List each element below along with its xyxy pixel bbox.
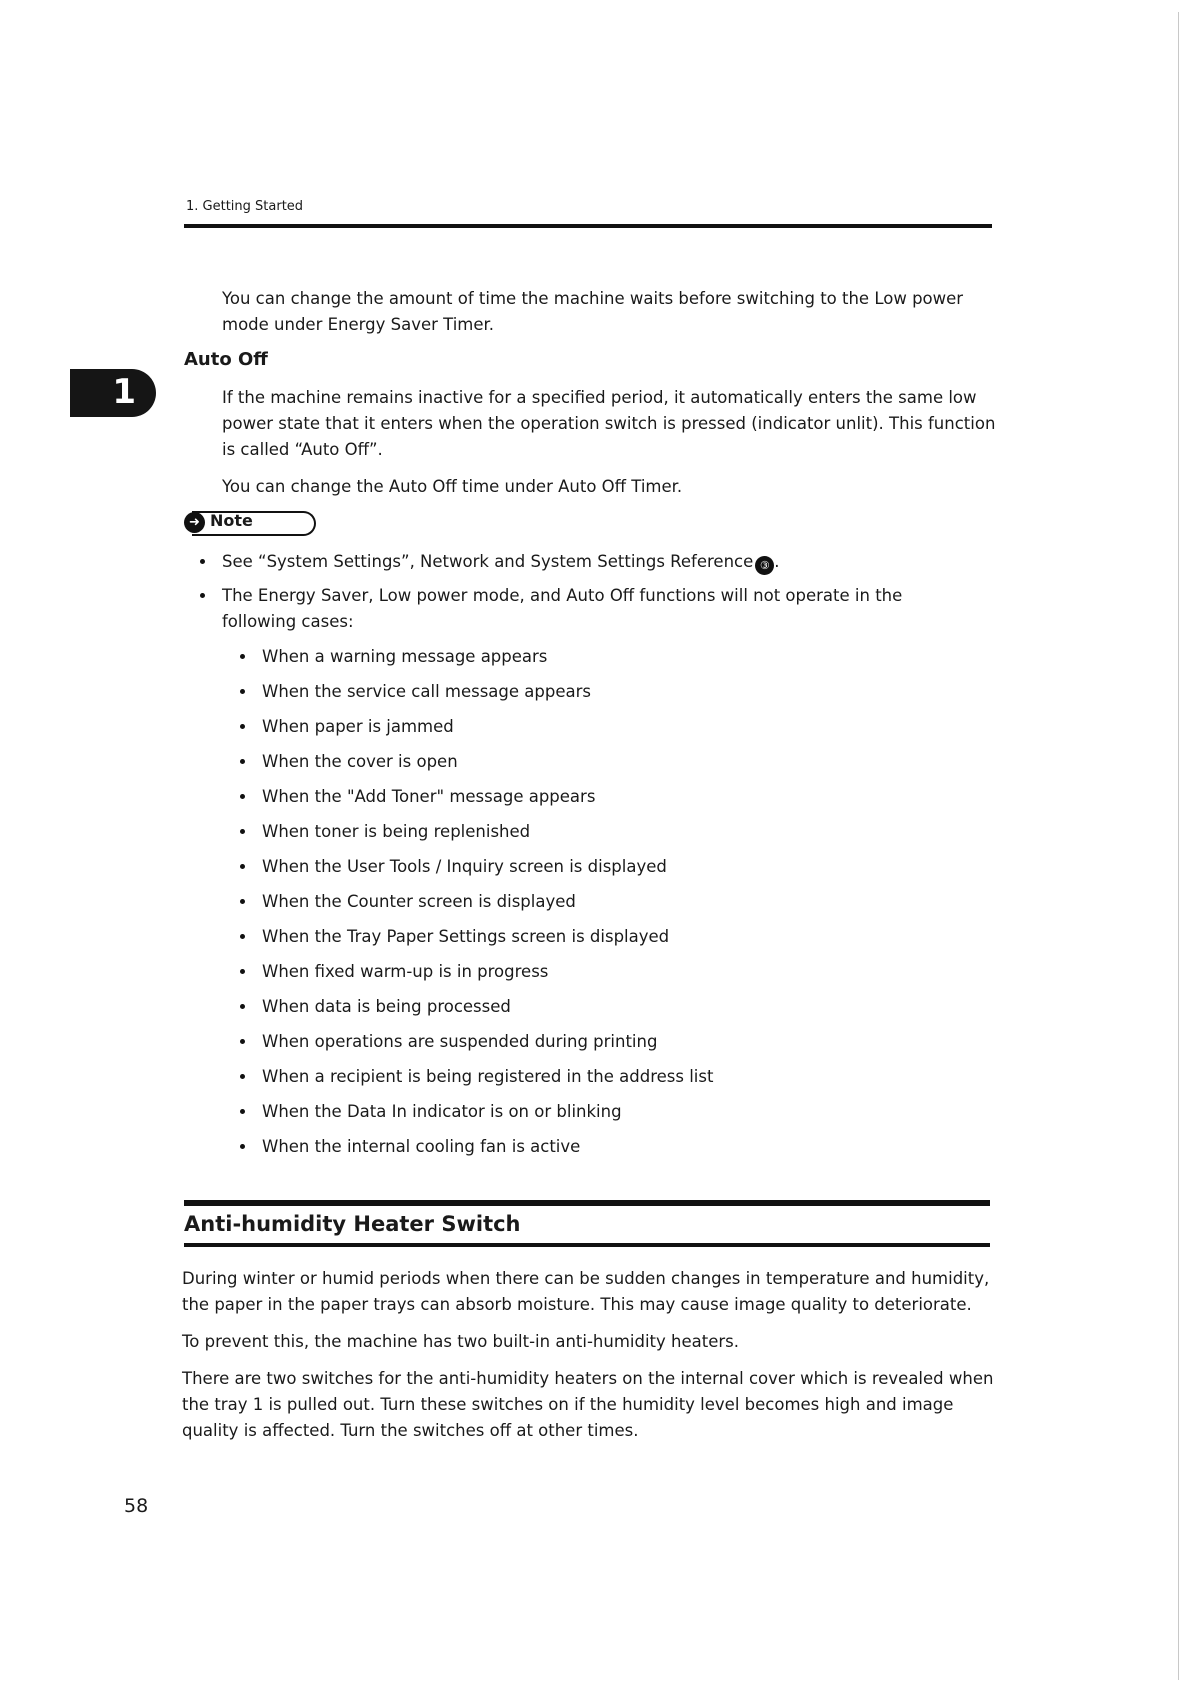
auto-off-heading: Auto Off bbox=[184, 349, 268, 370]
bullet-dot-icon bbox=[200, 559, 205, 564]
scan-margin-line bbox=[1178, 12, 1179, 1680]
note-arrow-icon: ➜ bbox=[184, 512, 205, 533]
case-item bbox=[262, 1099, 622, 1125]
note-label-box bbox=[184, 509, 316, 535]
bullet-dot-icon bbox=[240, 654, 245, 659]
case-item-text: When the Counter screen is displayed bbox=[262, 892, 576, 911]
case-item bbox=[262, 959, 548, 985]
note-bullet-1-text: See “System Settings”, Network and System Settings Reference bbox=[222, 552, 754, 571]
note-bullet-1 bbox=[222, 549, 992, 575]
bullet-dot-icon bbox=[240, 864, 245, 869]
case-item bbox=[262, 644, 547, 670]
reference-manual-icon: ③ bbox=[755, 556, 774, 575]
note-bullet-1-end: . bbox=[774, 552, 780, 571]
case-item-text: When a recipient is being registered in the address list bbox=[262, 1067, 714, 1086]
bullet-dot-icon bbox=[240, 829, 245, 834]
note-bullet-2-text: The Energy Saver, Low power mode, and Auto Off functions will not operate in the following cases: bbox=[222, 586, 903, 631]
bullet-dot-icon bbox=[240, 724, 245, 729]
case-item bbox=[262, 924, 669, 950]
bullet-dot-icon bbox=[200, 593, 205, 598]
bullet-dot-icon bbox=[240, 934, 245, 939]
case-item-text: When fixed warm-up is in progress bbox=[262, 962, 549, 981]
case-item bbox=[262, 749, 458, 775]
bullet-dot-icon bbox=[240, 1074, 245, 1079]
page-number: 58 bbox=[124, 1495, 149, 1517]
case-item bbox=[262, 994, 511, 1020]
bullet-dot-icon bbox=[240, 794, 245, 799]
case-item-text: When the "Add Toner" message appears bbox=[262, 787, 596, 806]
case-item bbox=[262, 889, 576, 915]
section-title: Anti-humidity Heater Switch bbox=[184, 1212, 521, 1236]
note-bullet-2 bbox=[222, 583, 974, 635]
case-item bbox=[262, 1134, 580, 1160]
section-paragraph-1: During winter or humid periods when there can be sudden changes in temperature and humidity, the paper in the paper trays can absorb moisture. This may cause image quality to deteriorate. bbox=[182, 1269, 990, 1314]
case-item bbox=[262, 819, 530, 845]
bullet-dot-icon bbox=[240, 689, 245, 694]
bullet-dot-icon bbox=[240, 899, 245, 904]
case-item-text: When the User Tools / Inquiry screen is displayed bbox=[262, 857, 667, 876]
case-item-text: When data is being processed bbox=[262, 997, 511, 1016]
case-item-text: When the Tray Paper Settings screen is displayed bbox=[262, 927, 670, 946]
bullet-dot-icon bbox=[240, 1109, 245, 1114]
case-item bbox=[262, 1029, 657, 1055]
case-item bbox=[262, 714, 454, 740]
case-item bbox=[262, 1064, 713, 1090]
bullet-dot-icon bbox=[240, 1039, 245, 1044]
case-item-text: When paper is jammed bbox=[262, 717, 454, 736]
bullet-dot-icon bbox=[240, 1004, 245, 1009]
header-rule bbox=[184, 224, 992, 228]
bullet-dot-icon bbox=[240, 969, 245, 974]
running-header: 1. Getting Started bbox=[186, 199, 304, 214]
case-item-text: When the internal cooling fan is active bbox=[262, 1137, 581, 1156]
section-paragraph-3: There are two switches for the anti-humidity heaters on the internal cover which is revealed when the tray 1 is pulled out. Turn these switches on if the humidity level becomes high and image quality is affected. Turn the switches off at other times. bbox=[182, 1369, 994, 1440]
section-paragraph-2: To prevent this, the machine has two built-in anti-humidity heaters. bbox=[182, 1332, 739, 1351]
note-label: Note bbox=[210, 511, 253, 530]
case-item bbox=[262, 679, 591, 705]
case-item bbox=[262, 854, 667, 880]
case-item-text: When toner is being replenished bbox=[262, 822, 531, 841]
section-rule-bottom bbox=[184, 1243, 990, 1247]
auto-off-paragraph-1: If the machine remains inactive for a specified period, it automatically enters the same low power state that it enters when the operation switch is pressed (indicator unlit). This function is called “Auto Off”. bbox=[222, 388, 996, 459]
bullet-dot-icon bbox=[240, 759, 245, 764]
case-item-text: When a warning message appears bbox=[262, 647, 548, 666]
case-item-text: When the cover is open bbox=[262, 752, 458, 771]
intro-paragraph: You can change the amount of time the machine waits before switching to the Low power mode under Energy Saver Timer. bbox=[222, 289, 964, 334]
case-item bbox=[262, 784, 595, 810]
bullet-dot-icon bbox=[240, 1144, 245, 1149]
chapter-number: 1 bbox=[112, 372, 136, 412]
auto-off-paragraph-2: You can change the Auto Off time under Auto Off Timer. bbox=[222, 477, 683, 496]
case-item-text: When the Data In indicator is on or blinking bbox=[262, 1102, 622, 1121]
chapter-tab bbox=[70, 369, 156, 417]
case-item-text: When operations are suspended during printing bbox=[262, 1032, 658, 1051]
case-item-text: When the service call message appears bbox=[262, 682, 591, 701]
